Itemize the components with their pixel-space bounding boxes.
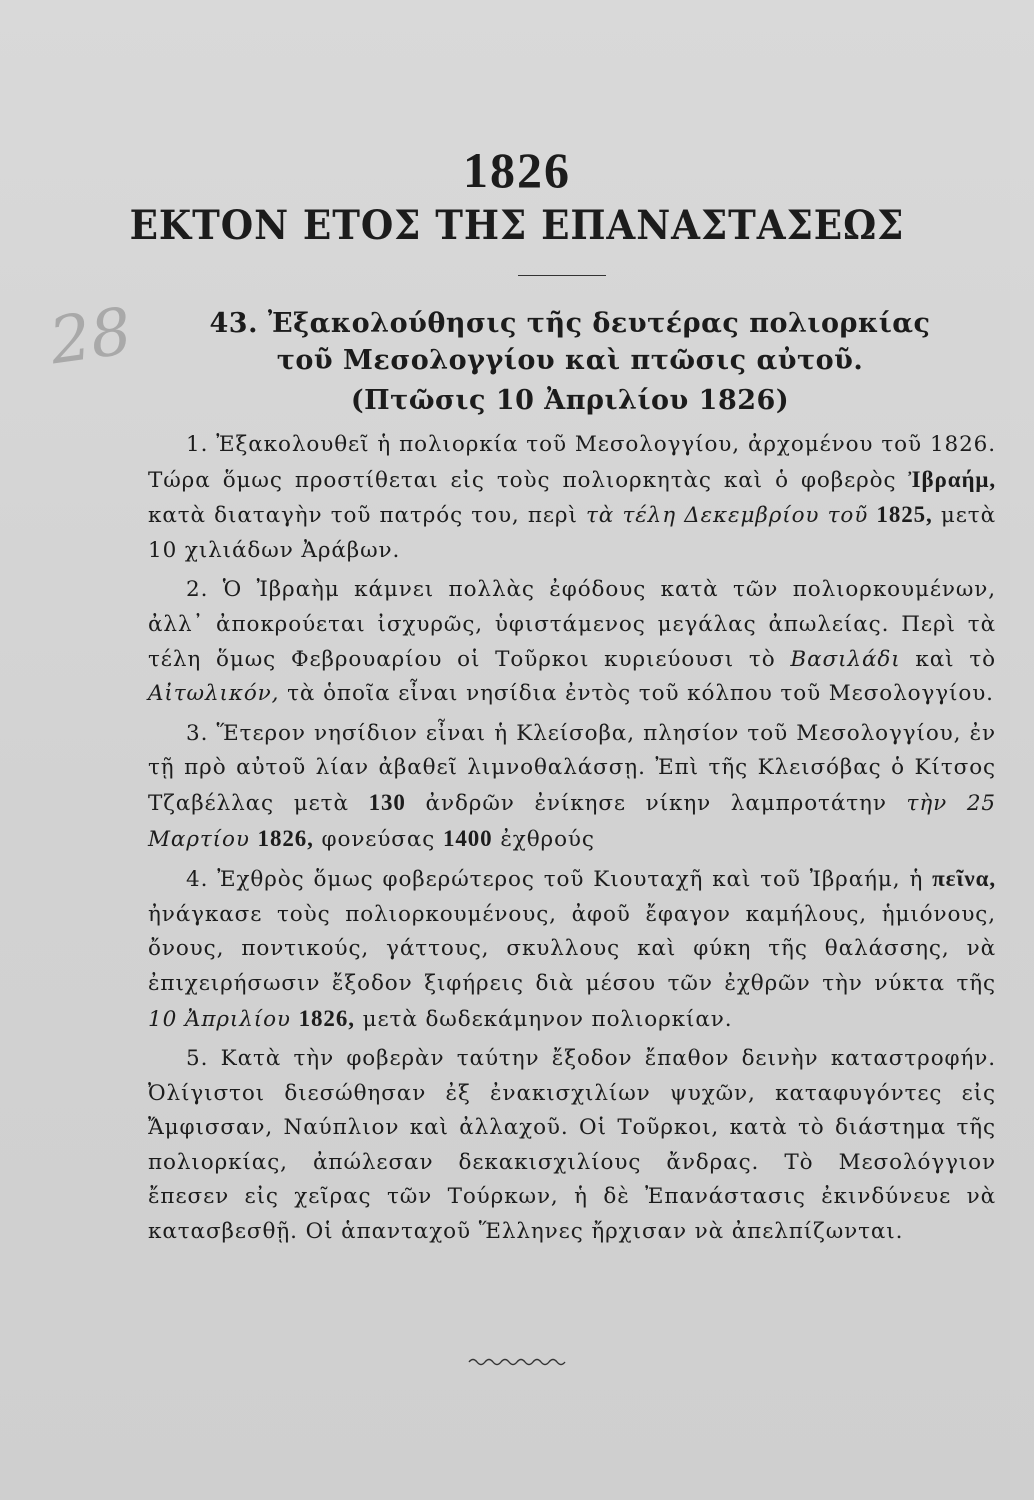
chapter-title: ΕΚΤΟΝ ΕΤΟΣ ΤΗΣ ΕΠΑΝΑΣΤΑΣΕΩΣ bbox=[129, 202, 905, 249]
end-ornament-wave bbox=[467, 1355, 567, 1369]
bold-year: 1825, bbox=[876, 502, 933, 528]
bold-year: 1826, bbox=[257, 825, 314, 851]
body-text bbox=[148, 428, 996, 1255]
bold-number-1400: 1400 bbox=[442, 825, 493, 851]
italic-place-vasiladi: Βασιλάδι bbox=[790, 646, 901, 672]
paragraph-5: 5. Κατὰ τὴν φοβερὰν ταύτην ἔξοδον ἔπαθον δεινὴν καταστροφήν. Ὀλίγιστοι διεσώθησαν ἐξ ἐνακισχιλίων ψυχῶν, καταφυγόντες εἰς Ἄμφισσαν, Ναύπλιον καὶ ἀλλαχοῦ. Οἱ Τοῦρκοι, κατὰ τὸ διάστημα τῆς πολιορκίας, ἀπώλεσαν δεκακισχιλίους ἄνδρας. Τὸ Μεσολόγγιον ἔπεσεν εἰς χεῖρας τῶν Τούρκων, ἡ δὲ Ἐπανάστασις ἐκινδύνευε νὰ κατασβεσθῇ. Οἱ ἁπανταχοῦ Ἕλληνες ἤρχισαν νὰ ἀπελπίζωνται. bbox=[148, 1046, 996, 1245]
italic-date: τὴν 25 Μαρτίου bbox=[148, 790, 996, 852]
year-heading: 1826 bbox=[463, 142, 571, 198]
title-divider bbox=[518, 275, 606, 276]
section-title-line-1: 43. Ἐξακολούθησις τῆς δευτέρας πολιορκίας bbox=[209, 308, 931, 339]
paragraph-3: 3. Ἕτερον νησίδιον εἶναι ἡ Κλείσοβα, πλησίον τοῦ Μεσολογγίου, ἐν τῇ πρὸ αὐτοῦ λίαν ἀβαθεῖ λιμνοθαλάσσῃ. Ἐπὶ τῆς Κλεισόβας ὁ Κίτσος Τζαβέλλας μετὰ 130 ἀνδρῶν ἐνίκησε νίκην λαμπροτάτην τὴν 25 Μαρτίου 1826, φονεύσας 1400 ἐχθρούς bbox=[148, 720, 996, 852]
italic-place-aitoliko: Αἰτωλικόν, bbox=[148, 681, 280, 707]
bold-number-130: 130 bbox=[368, 789, 406, 815]
section-title-line-2: τοῦ Μεσολογγίου καὶ πτῶσις αὐτοῦ. bbox=[276, 345, 864, 376]
paragraph-4: 4. Ἐχθρὸς ὅμως φοβερώτερος τοῦ Κιουταχῆ καὶ τοῦ Ἰβραήμ, ἡ πεῖνα, ἠνάγκασε τοὺς πολιορκουμένους, ἀφοῦ ἔφαγον καμήλους, ἡμιόνους, ὄνους, ποντικούς, γάττους, σκυλλους καὶ φύκη τῆς θαλάσσης, νὰ ἐπιχειρήσωσιν ἔξοδον ξιφήρεις διὰ μέσου τῶν ἐχθρῶν τὴν νύκτα τῆς 10 Ἀπριλίου 1826, μετὰ δωδεκάμηνον πολιορκίαν. bbox=[148, 866, 996, 1032]
italic-date: 10 Ἀπριλίου bbox=[148, 1006, 291, 1032]
italic-date: τὰ τέλη Δεκεμβρίου τοῦ bbox=[586, 503, 869, 529]
handwritten-margin-note: 28 bbox=[45, 294, 137, 380]
bold-name-ibrahim: Ἰβραήμ, bbox=[908, 466, 996, 492]
paragraph-1: 1. Ἐξακολουθεῖ ἡ πολιορκία τοῦ Μεσολογγίου, ἀρχομένου τοῦ 1826. Τώρα ὅμως προστίθεται εἰς τοὺς πολιορκητὰς καὶ ὁ φοβερὸς Ἰβραήμ, κατὰ διαταγὴν τοῦ πατρός του, περὶ τὰ τέλη Δεκεμβρίου τοῦ 1825, μετὰ 10 χιλιάδων Ἀράβων. bbox=[148, 432, 997, 563]
section-subtitle-date: (Πτῶσις 10 Ἀπριλίου 1826) bbox=[350, 385, 790, 416]
paragraph-2: 2. Ὁ Ἰβραὴμ κάμνει πολλὰς ἐφόδους κατὰ τῶν πολιορκουμένων, ἀλλ᾽ ἀποκρούεται ἰσχυρῶς, ὑφιστάμενος μεγάλας ἀπωλείας. Περὶ τὰ τέλη ὅμως Φεβρουαρίου οἱ Τοῦρκοι κυριεύουσι τὸ Βασιλάδι καὶ τὸ Αἰτωλικόν, τὰ ὁποῖα εἶναι νησίδια ἐντὸς τοῦ κόλπου τοῦ Μεσολογγίου. bbox=[148, 577, 996, 707]
bold-year: 1826, bbox=[298, 1005, 355, 1031]
bold-word-hunger: πεῖνα, bbox=[932, 866, 996, 892]
